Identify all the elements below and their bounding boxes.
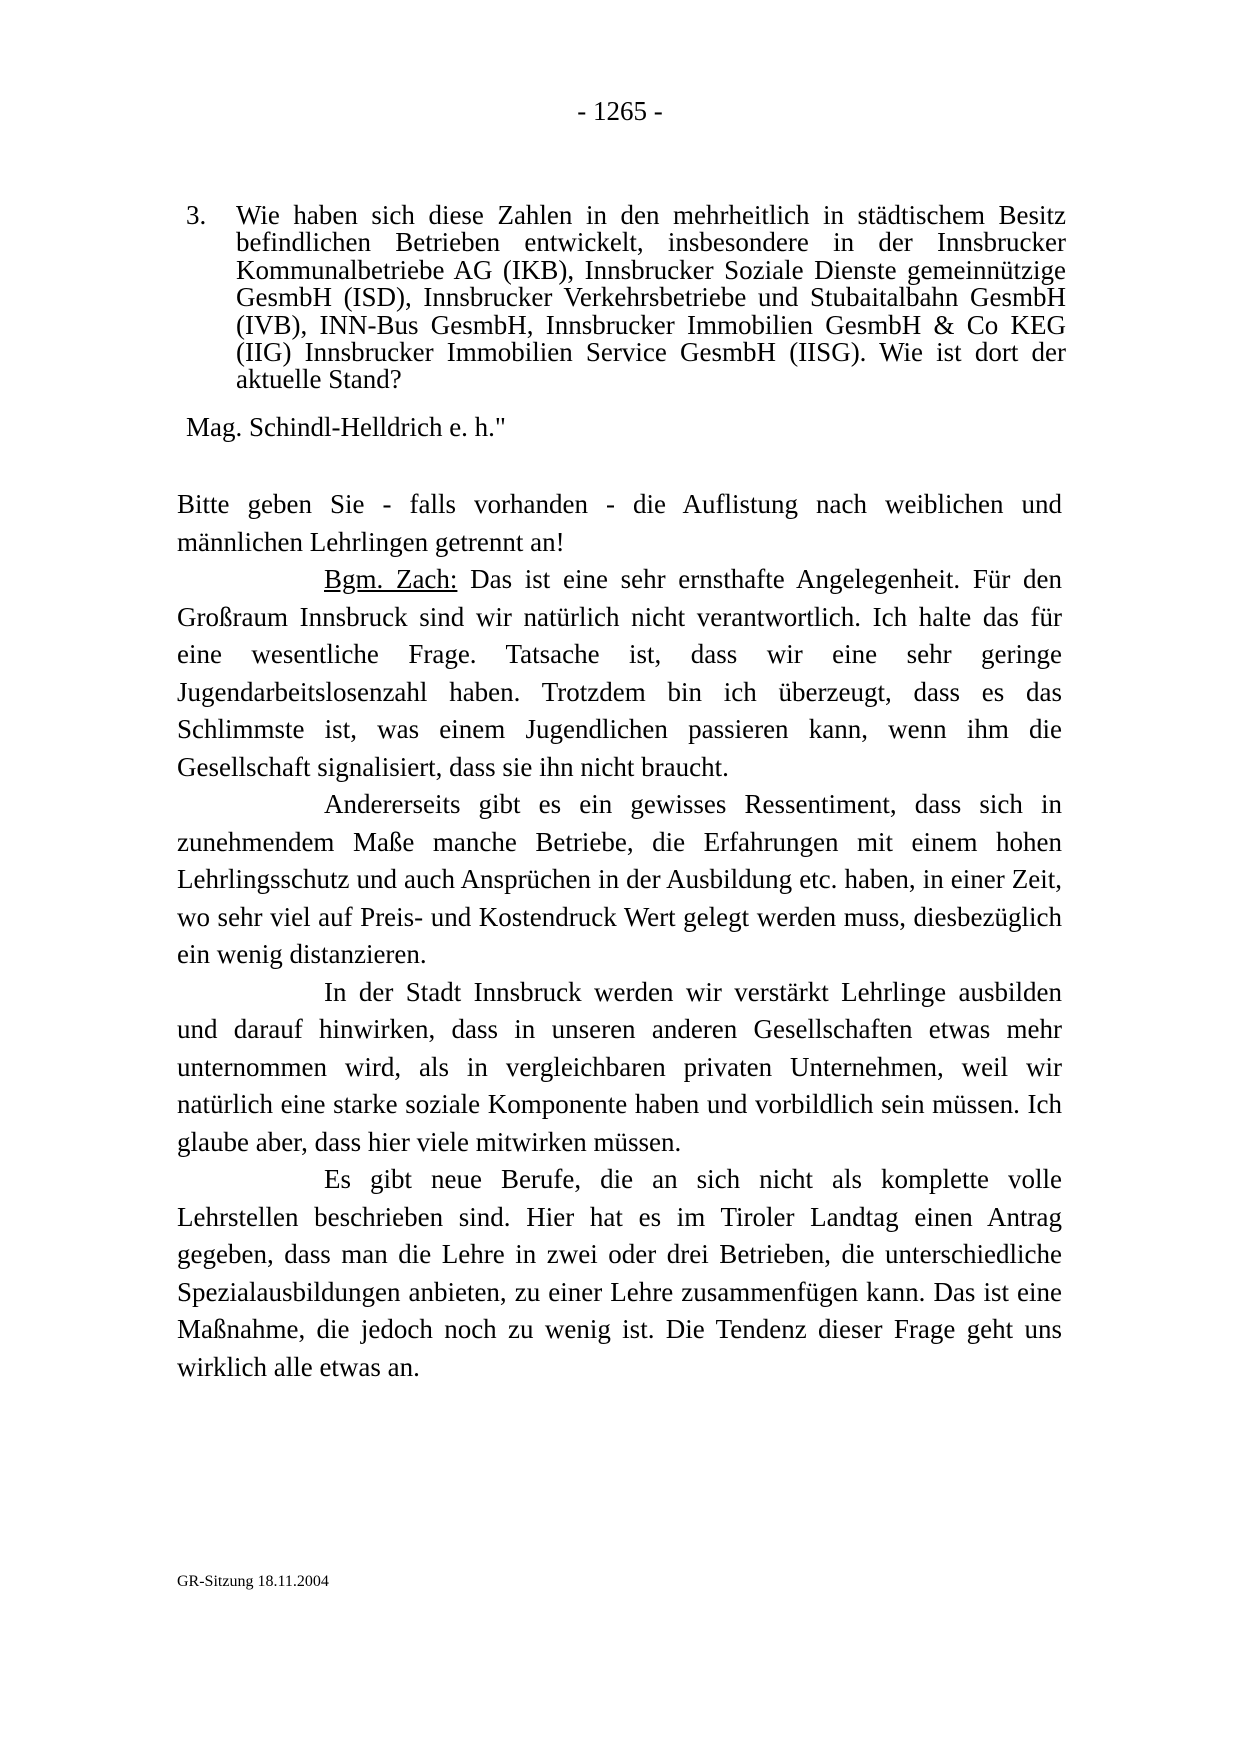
paragraph-text: Das ist eine sehr ernsthafte Angelegenheit. Für den Großraum Innsbruck sind wir natürlich nicht verantwortlich. Ich halte das für eine wesentliche Frage. Tatsache ist, dass wir eine sehr geringe Jugendarbeitslosenzahl haben. Trotzdem bin ich überzeugt, dass es das Schlimmste ist, was einem Jugendlichen passieren kann, wenn ihm die Gesellschaft signalisiert, dass sie ihn nicht braucht.: [177, 564, 1062, 782]
question-text: Wie haben sich diese Zahlen in den mehrheitlich in städtischem Besitz befindlichen Betrieben entwickelt, insbesondere in der Innsbrucker Kommunalbetriebe AG (IKB), Innsbrucker Soziale Dienste gemeinnützige GesmbH (ISD), Innsbrucker Verkehrsbetriebe und Stubaitalbahn GesmbH (IVB), INN-Bus GesmbH, Innsbrucker Immobilien GesmbH & Co KEG (IIG) Innsbrucker Immobilien Service GesmbH (IISG). Wie ist dort der aktuelle Stand?: [236, 200, 1066, 395]
question-number: 3.: [186, 200, 207, 230]
speaker-name: Bgm. Zach:: [324, 564, 458, 594]
intro-paragraph: Bitte geben Sie - falls vorhanden - die Auflistung nach weiblichen und männlichen Lehrlingen getrennt an!: [177, 489, 1062, 557]
speaker-paragraph: [177, 561, 1062, 786]
page-number: - 1265 -: [577, 96, 663, 126]
paragraph: Andererseits gibt es ein gewisses Ressentiment, dass sich in zunehmendem Maße manche Betriebe, die Erfahrungen mit einem hohen Lehrlingsschutz und auch Ansprüchen in der Ausbildung etc. haben, in einer Zeit, wo sehr viel auf Preis- und Kostendruck Wert gelegt werden muss, diesbezüglich ein wenig distanzieren.: [177, 789, 1062, 969]
question-item: [186, 202, 1066, 394]
signature: Mag. Schindl-Helldrich e. h.": [186, 412, 506, 442]
paragraph: In der Stadt Innsbruck werden wir verstärkt Lehrlinge ausbilden und darauf hinwirken, dass in unseren anderen Gesellschaften etwas mehr unternommen wird, als in vergleichbaren privaten Unternehmen, weil wir natürlich eine starke soziale Komponente haben und vorbildlich sein müssen. Ich glaube aber, dass hier viele mitwirken müssen.: [177, 976, 1062, 1157]
paragraph: Es gibt neue Berufe, die an sich nicht als komplette volle Lehrstellen beschrieben sind. Hier hat es im Tiroler Landtag einen Antrag gegeben, dass man die Lehre in zwei oder drei Betrieben, die unterschiedliche Spezialausbildungen anbieten, zu einer Lehre zusammenfügen kann. Das ist eine Maßnahme, die jedoch noch zu wenig ist. Die Tendenz dieser Frage geht uns wirklich alle etwas an.: [177, 1164, 1062, 1382]
footer-session: GR-Sitzung 18.11.2004: [177, 1573, 329, 1590]
body-text: [177, 486, 1062, 1386]
